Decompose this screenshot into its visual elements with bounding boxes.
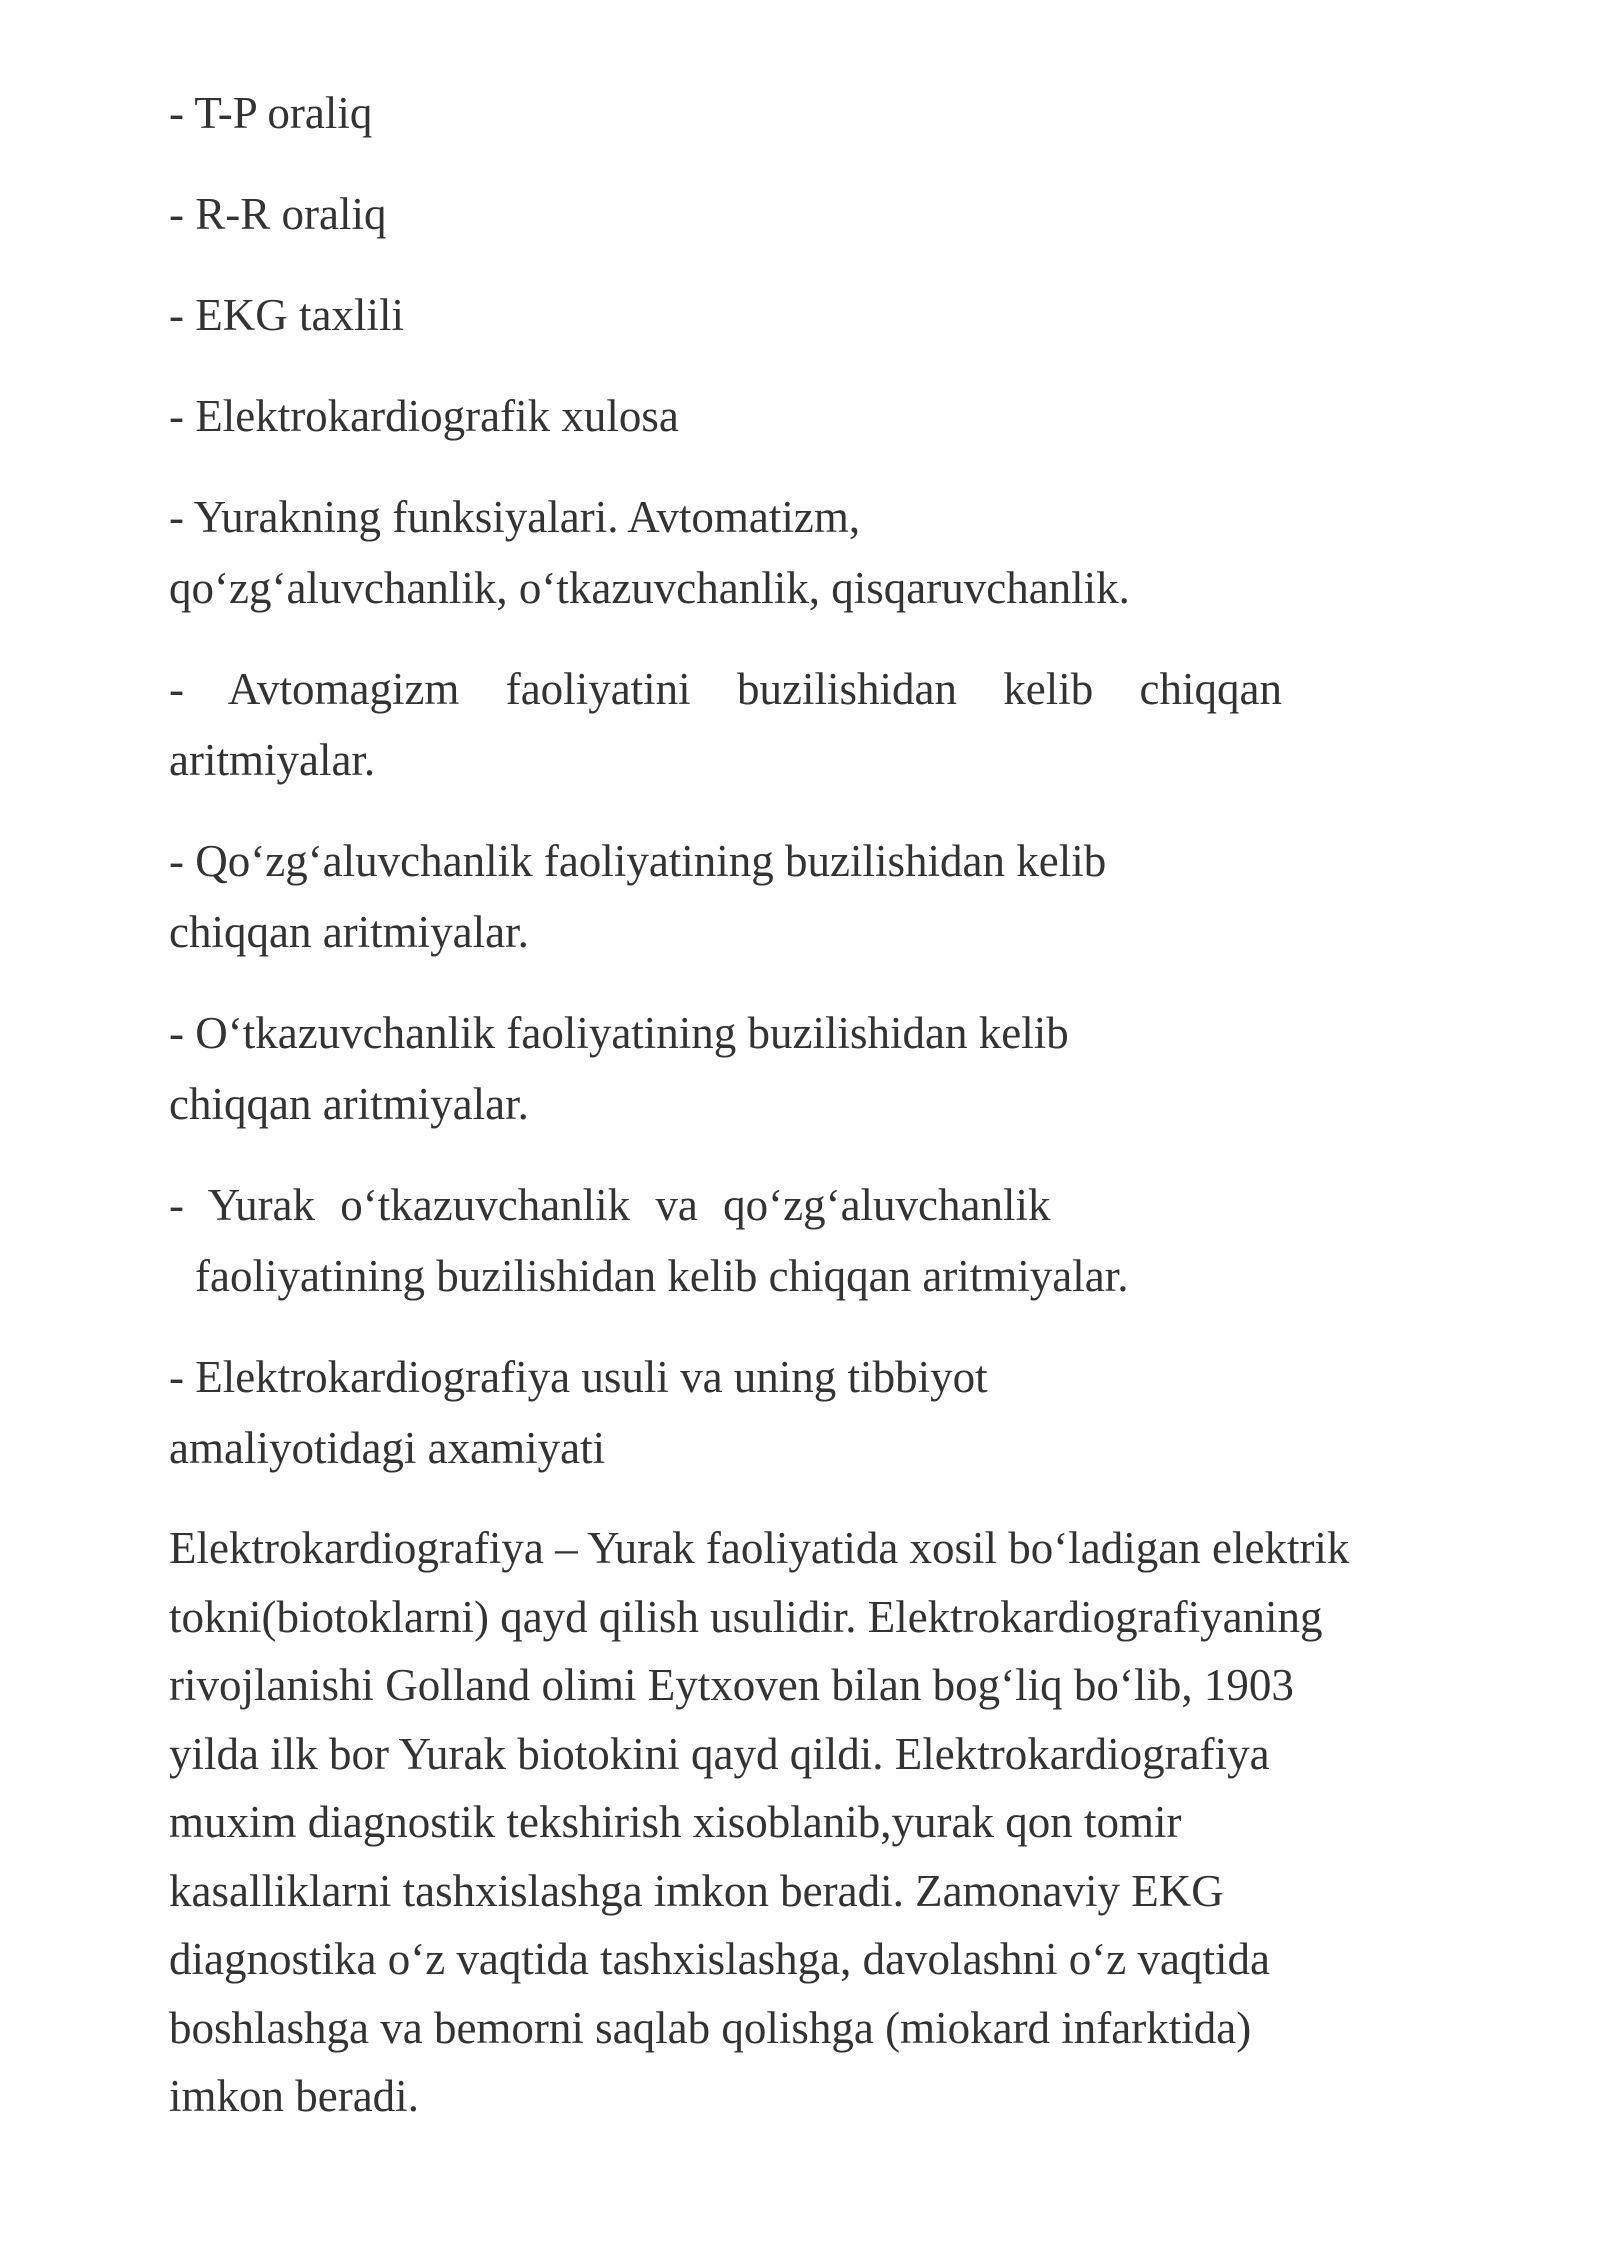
list-item-rr-interval	[169, 179, 1449, 250]
paragraph-line: Elektrokardiografiya – Yurak faoliyatida xosil bo‘ladigan elektrik	[169, 1523, 1350, 1573]
list-item-automatism-arrhythmias	[169, 654, 1449, 796]
list-item-ekg-analysis	[169, 280, 1449, 351]
list-item-ecg-method	[169, 1342, 1449, 1484]
paragraph-line: kasalliklarni tashxislashga imkon beradi. Zamonaviy EKG	[169, 1865, 1224, 1916]
paragraph-line: diagnostika o‘z vaqtida tashxislashga, davolashni o‘z vaqtida	[169, 1934, 1270, 1984]
list-item-text-line-2: amaliyotidagi axamiyati	[169, 1423, 606, 1473]
list-item-text-line-1: - Qo‘zg‘aluvchanlik faoliyatining buzilishidan kelib	[169, 836, 1107, 886]
list-item-heart-functions	[169, 482, 1449, 624]
paragraph-line: boshlashga va bemorni saqlab qolishga (miokard infarktida)	[169, 2002, 1252, 2053]
list-item-text-line-1: - Elektrokardiografiya usuli va uning tibbiyot	[169, 1352, 988, 1402]
list-item-text-line-2: chiqqan aritmiyalar.	[169, 1079, 529, 1129]
list-item-text-line-2: aritmiyalar.	[169, 735, 376, 785]
list-item-text: - R-R oraliq	[169, 189, 387, 239]
list-item-text-line-1: - O‘tkazuvchanlik faoliyatining buzilishidan kelib	[169, 1008, 1069, 1058]
body-paragraph	[169, 1514, 1449, 2131]
list-item-conduction-arrhythmias	[169, 998, 1449, 1140]
paragraph-line: muxim diagnostik tekshirish xisoblanib,yurak qon tomir	[169, 1797, 1182, 1847]
list-item-text: - T-P oraliq	[169, 88, 373, 138]
paragraph-line: tokni(biotoklarni) qayd qilish usulidir. Elektrokardiografiyaning	[169, 1591, 1323, 1642]
paragraph-line: imkon beradi.	[169, 2071, 419, 2121]
list-item-ecg-conclusion	[169, 381, 1449, 452]
list-item-text-line-1: - Avtomagizm faoliyatini buzilishidan kelib chiqqan	[169, 664, 1282, 714]
list-item-text-line-2: qo‘zg‘aluvchanlik, o‘tkazuvchanlik, qisqaruvchanlik.	[169, 563, 1130, 613]
list-item-text: - EKG taxlili	[169, 290, 404, 340]
list-item-text-line-1: - Yurakning funksiyalari. Avtomatizm,	[169, 492, 861, 542]
document-content	[169, 78, 1449, 2131]
list-item-text-line-1: - Yurak o‘tkazuvchanlik va qo‘zg‘aluvchanlik	[169, 1180, 1051, 1230]
list-item-text-line-2: faoliyatining buzilishidan kelib chiqqan aritmiyalar.	[195, 1251, 1129, 1301]
list-item-text: - Elektrokardiografik xulosa	[169, 391, 679, 441]
paragraph-line: rivojlanishi Golland olimi Eytxoven bilan bog‘liq bo‘lib, 1903	[169, 1660, 1294, 1710]
list-item-excitability-arrhythmias	[169, 826, 1449, 968]
list-item-text-line-2: chiqqan aritmiyalar.	[169, 907, 529, 957]
list-item-combined-arrhythmias	[169, 1170, 1449, 1312]
paragraph-line: yilda ilk bor Yurak biotokini qayd qildi. Elektrokardiografiya	[169, 1728, 1270, 1779]
list-item-tp-interval	[169, 78, 1449, 149]
